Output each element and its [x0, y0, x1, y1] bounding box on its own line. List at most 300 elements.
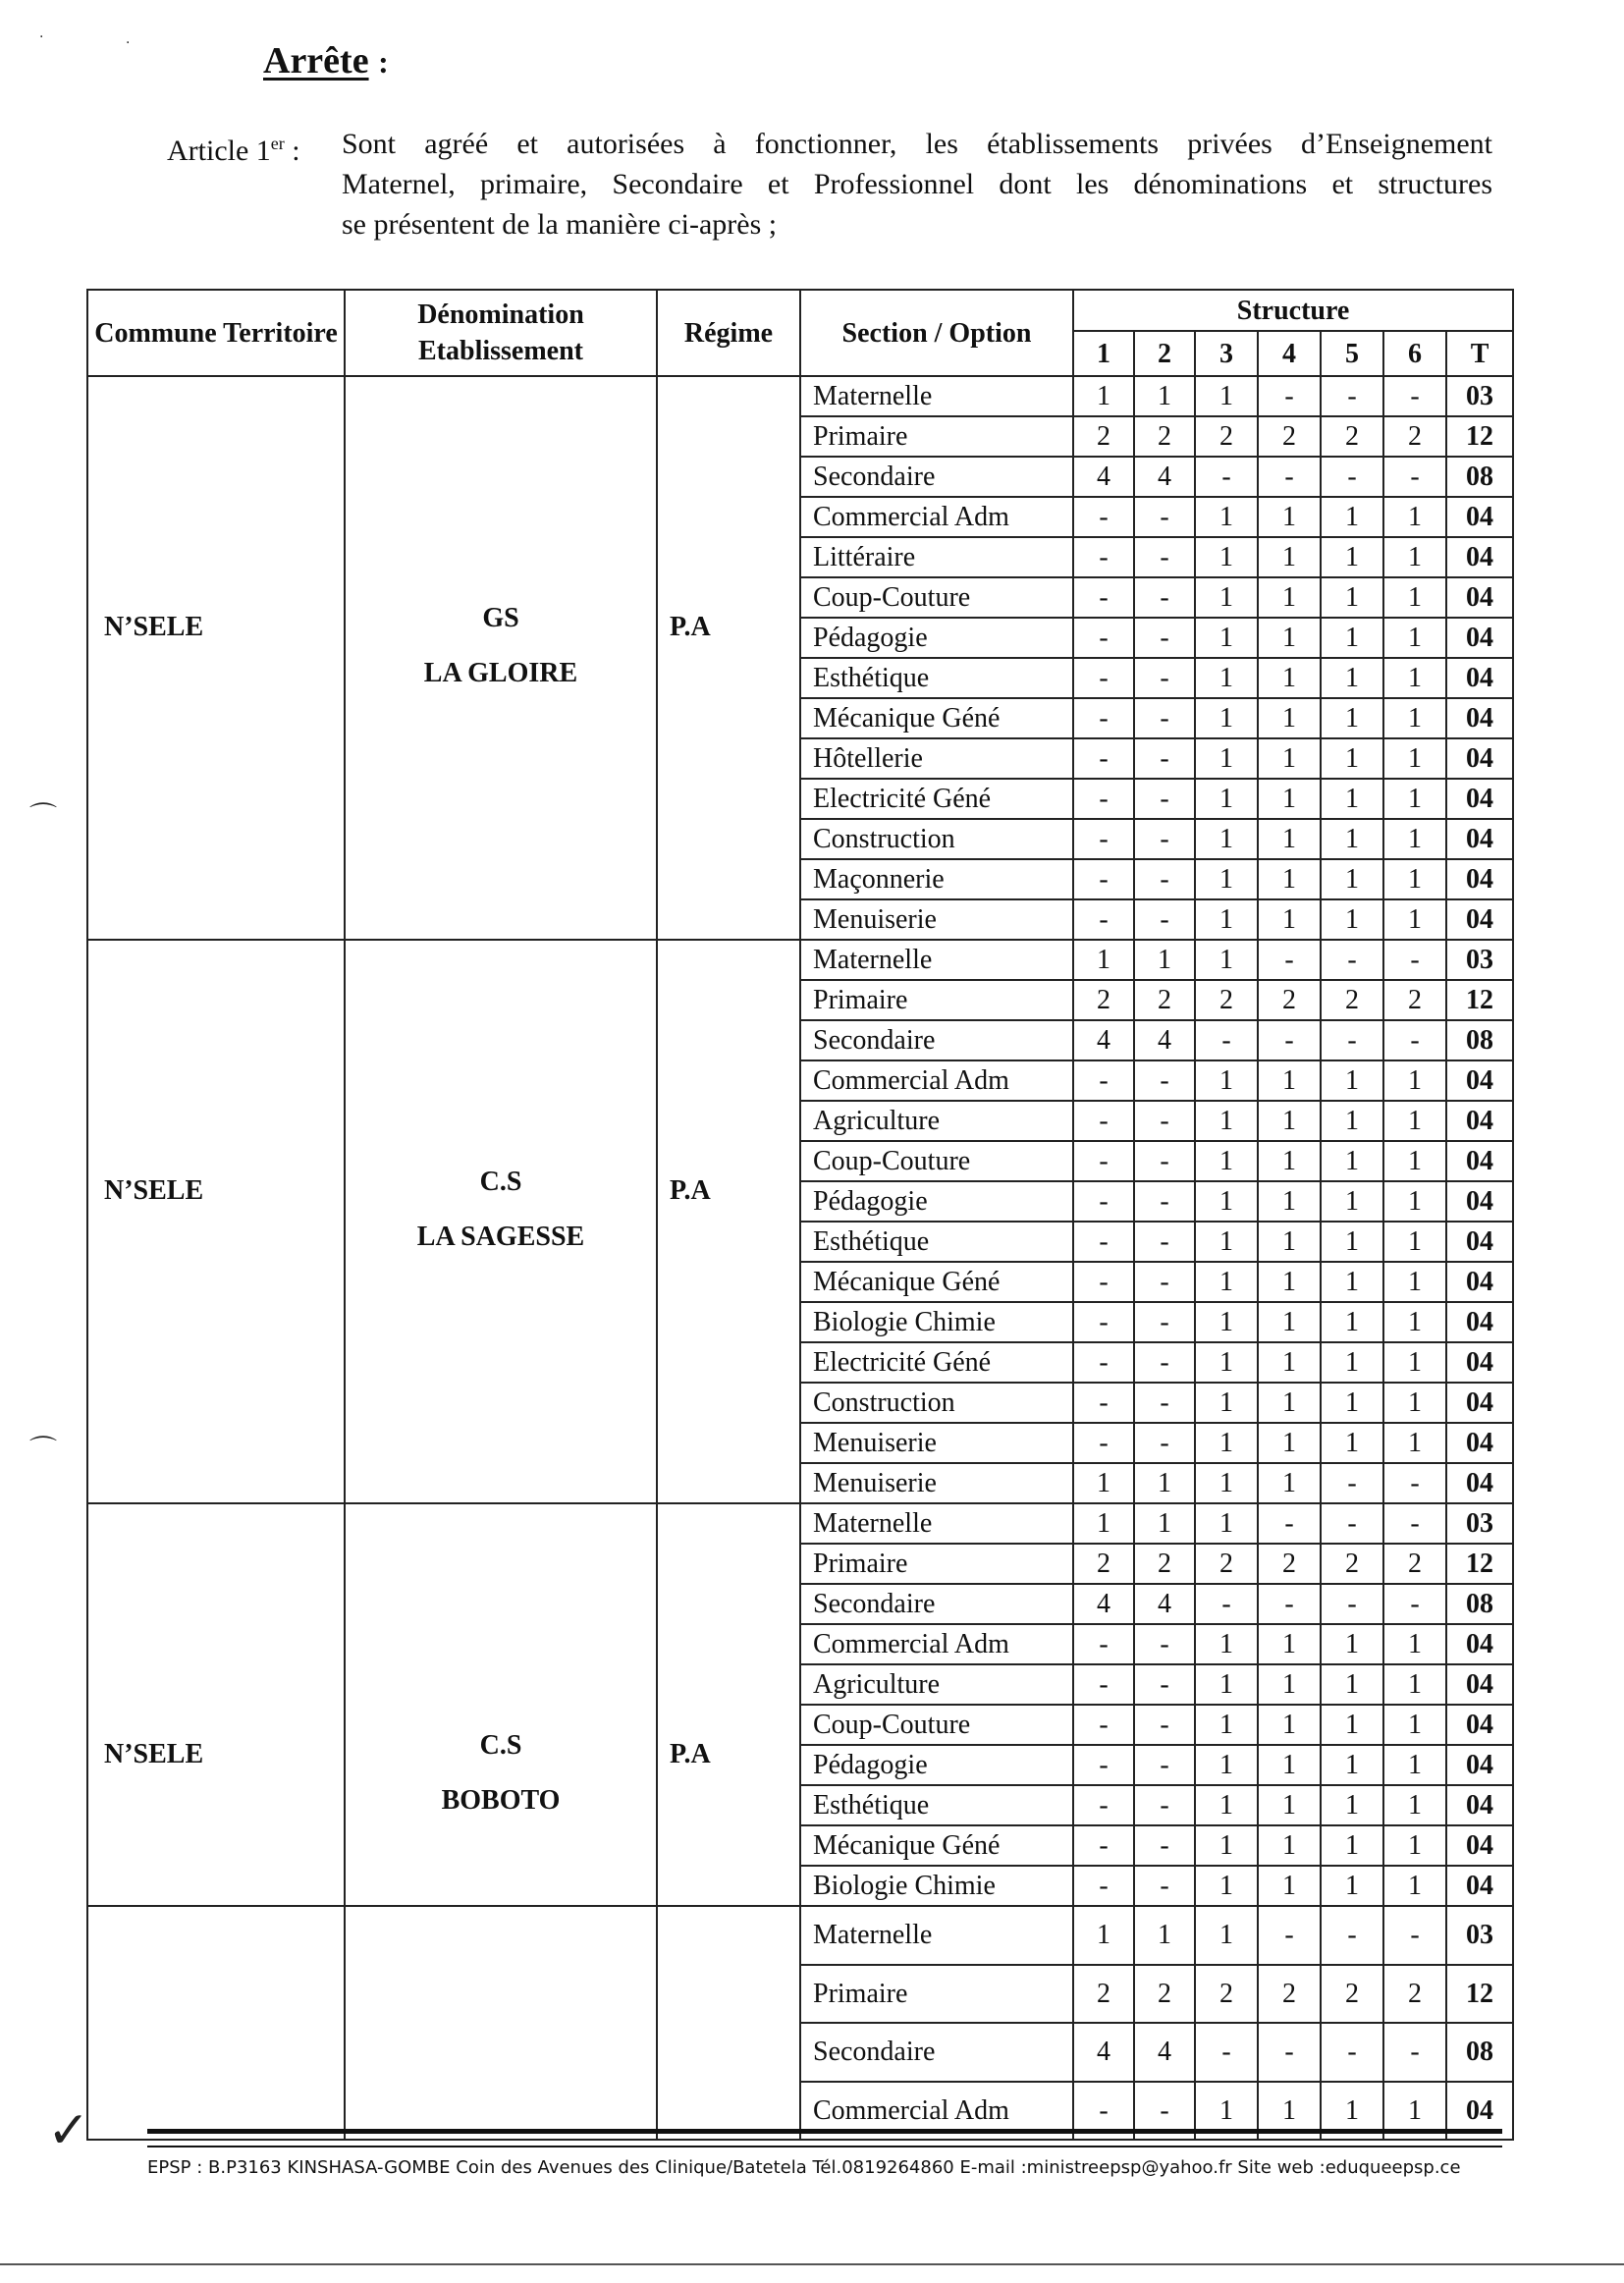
cell-structure: - [1134, 779, 1195, 819]
cell-structure: - [1134, 1302, 1195, 1342]
signature-mark: ✓ [47, 2101, 90, 2160]
cell-structure: 1 [1195, 1222, 1258, 1262]
cell-structure: 1 [1258, 1785, 1321, 1825]
cell-total: 12 [1446, 1965, 1513, 2024]
cell-structure: 1 [1383, 1745, 1446, 1785]
cell-structure: 1 [1321, 899, 1383, 940]
cell-structure: - [1073, 899, 1134, 940]
cell-structure: - [1134, 1825, 1195, 1866]
cell-structure: - [1073, 1342, 1134, 1383]
cell-structure: - [1134, 1866, 1195, 1906]
cell-total: 04 [1446, 1222, 1513, 1262]
cell-structure: - [1383, 940, 1446, 980]
cell-structure: 1 [1321, 1664, 1383, 1705]
cell-section: Secondaire [800, 457, 1073, 497]
title-word: Arrête [263, 40, 369, 82]
cell-structure: - [1134, 1705, 1195, 1745]
cell-section: Agriculture [800, 1664, 1073, 1705]
cell-section: Commercial Adm [800, 2082, 1073, 2141]
cell-structure: 1 [1383, 819, 1446, 859]
cell-structure: 2 [1073, 416, 1134, 457]
cell-total: 04 [1446, 577, 1513, 618]
table-row [87, 940, 1513, 980]
cell-structure: 1 [1258, 1825, 1321, 1866]
cell-structure: 2 [1258, 980, 1321, 1020]
header-col: 4 [1258, 331, 1321, 376]
cell-structure: 1 [1195, 1342, 1258, 1383]
article-sep: : [292, 135, 300, 167]
cell-total: 04 [1446, 1181, 1513, 1222]
cell-structure: 1 [1195, 1141, 1258, 1181]
cell-structure: 1 [1383, 1141, 1446, 1181]
cell-structure: - [1073, 859, 1134, 899]
cell-structure: 1 [1321, 1302, 1383, 1342]
cell-structure: 1 [1195, 1503, 1258, 1544]
scan-dot: · [39, 29, 44, 45]
cell-total: 04 [1446, 1664, 1513, 1705]
cell-total: 04 [1446, 1262, 1513, 1302]
cell-structure: 1 [1321, 1866, 1383, 1906]
cell-structure: 1 [1073, 1503, 1134, 1544]
cell-structure: 1 [1195, 1101, 1258, 1141]
cell-structure: 1 [1195, 1785, 1258, 1825]
cell-structure: 1 [1321, 1262, 1383, 1302]
cell-structure: - [1134, 1423, 1195, 1463]
cell-structure: 1 [1383, 577, 1446, 618]
cell-structure: - [1134, 819, 1195, 859]
cell-structure: 1 [1134, 1906, 1195, 1965]
cell-structure: 1 [1195, 899, 1258, 940]
cell-structure: - [1134, 618, 1195, 658]
cell-structure: 1 [1073, 376, 1134, 416]
cell-structure: - [1073, 1705, 1134, 1745]
cell-section: Mécanique Géné [800, 1825, 1073, 1866]
cell-structure: - [1073, 618, 1134, 658]
cell-structure: 1 [1321, 698, 1383, 738]
table-row [87, 1503, 1513, 1544]
cell-structure: 1 [1383, 1060, 1446, 1101]
cell-total: 04 [1446, 899, 1513, 940]
cell-section: Electricité Géné [800, 1342, 1073, 1383]
cell-structure: 1 [1321, 1342, 1383, 1383]
cell-total: 04 [1446, 497, 1513, 537]
table-body [87, 376, 1513, 2140]
cell-structure: 1 [1321, 1383, 1383, 1423]
cell-section: Electricité Géné [800, 779, 1073, 819]
cell-structure: 4 [1134, 457, 1195, 497]
cell-structure: 1 [1383, 1705, 1446, 1745]
cell-structure: 2 [1383, 1965, 1446, 2024]
cell-structure: 1 [1134, 376, 1195, 416]
cell-section: Maternelle [800, 1906, 1073, 1965]
cell-structure: 2 [1383, 980, 1446, 1020]
cell-structure: 1 [1383, 859, 1446, 899]
cell-structure: - [1134, 859, 1195, 899]
cell-structure: 1 [1195, 497, 1258, 537]
cell-structure: - [1134, 1181, 1195, 1222]
cell-structure: 2 [1258, 1965, 1321, 2024]
article-line: se présentent de la manière ci-après ; [342, 208, 778, 241]
cell-denomination [345, 940, 657, 1503]
cell-structure: - [1073, 698, 1134, 738]
cell-section: Menuiserie [800, 1463, 1073, 1503]
cell-structure: 1 [1258, 1624, 1321, 1664]
commune-text [88, 1907, 344, 2139]
cell-section: Menuiserie [800, 1423, 1073, 1463]
cell-structure: - [1258, 1906, 1321, 1965]
page-title [263, 39, 389, 82]
cell-total: 04 [1446, 1785, 1513, 1825]
cell-structure: 2 [1134, 1544, 1195, 1584]
cell-section: Secondaire [800, 1584, 1073, 1624]
cell-section: Pédagogie [800, 618, 1073, 658]
cell-structure: - [1321, 1503, 1383, 1544]
cell-total: 04 [1446, 1866, 1513, 1906]
cell-structure: 1 [1383, 738, 1446, 779]
cell-total: 08 [1446, 1020, 1513, 1060]
cell-structure: - [1073, 1101, 1134, 1141]
cell-structure: 1 [1383, 1302, 1446, 1342]
cell-structure: 2 [1195, 1544, 1258, 1584]
cell-structure: 1 [1195, 819, 1258, 859]
cell-section: Coup-Couture [800, 1705, 1073, 1745]
cell-structure: - [1134, 1262, 1195, 1302]
cell-structure: 1 [1195, 1463, 1258, 1503]
cell-structure: 1 [1195, 698, 1258, 738]
cell-structure: - [1073, 1745, 1134, 1785]
commune-text: N’SELE [104, 612, 204, 642]
cell-structure: 1 [1383, 1423, 1446, 1463]
cell-section: Esthétique [800, 658, 1073, 698]
cell-structure: 1 [1383, 2082, 1446, 2141]
cell-structure: 1 [1195, 1906, 1258, 1965]
article-lead [167, 124, 300, 171]
cell-structure: - [1383, 2023, 1446, 2082]
cell-structure: 2 [1258, 1544, 1321, 1584]
cell-structure: 1 [1258, 1141, 1321, 1181]
cell-section: Pédagogie [800, 1181, 1073, 1222]
cell-structure: 4 [1134, 1020, 1195, 1060]
cell-structure: 1 [1195, 1664, 1258, 1705]
cell-section: Coup-Couture [800, 577, 1073, 618]
cell-structure: 1 [1383, 537, 1446, 577]
article-label: Article 1 [167, 135, 271, 167]
cell-section: Esthétique [800, 1222, 1073, 1262]
cell-denomination [345, 1503, 657, 1906]
footer-rule [147, 2129, 1502, 2147]
cell-structure: 1 [1258, 1222, 1321, 1262]
cell-structure: - [1383, 1906, 1446, 1965]
cell-structure: 1 [1383, 1262, 1446, 1302]
cell-structure: 2 [1134, 1965, 1195, 2024]
cell-structure: - [1258, 940, 1321, 980]
cell-structure: 2 [1073, 1544, 1134, 1584]
regime-text: P.A [670, 1175, 711, 1206]
cell-structure: 2 [1383, 416, 1446, 457]
header-col: 1 [1073, 331, 1134, 376]
cell-structure: 1 [1073, 1906, 1134, 1965]
denomination-line-1: C.S [479, 1167, 522, 1197]
cell-structure: - [1134, 658, 1195, 698]
cell-structure: 2 [1321, 980, 1383, 1020]
cell-total: 04 [1446, 1423, 1513, 1463]
commune-text: N’SELE [104, 1739, 204, 1769]
cell-section: Esthétique [800, 1785, 1073, 1825]
cell-structure: - [1258, 457, 1321, 497]
cell-structure: 4 [1134, 2023, 1195, 2082]
cell-structure: - [1134, 1141, 1195, 1181]
cell-structure: - [1073, 1181, 1134, 1222]
cell-structure: 1 [1321, 497, 1383, 537]
cell-structure: 2 [1134, 416, 1195, 457]
cell-structure: - [1073, 1222, 1134, 1262]
cell-structure: 1 [1258, 779, 1321, 819]
cell-structure: 1 [1195, 1825, 1258, 1866]
scan-mark: ⌒ [29, 800, 58, 833]
cell-commune [87, 376, 345, 940]
cell-commune [87, 1503, 345, 1906]
cell-structure: 2 [1134, 980, 1195, 1020]
cell-structure: 1 [1383, 1101, 1446, 1141]
cell-structure: - [1195, 2023, 1258, 2082]
cell-structure: 1 [1073, 940, 1134, 980]
cell-structure: 1 [1195, 1624, 1258, 1664]
cell-structure: - [1073, 1262, 1134, 1302]
cell-total: 04 [1446, 2082, 1513, 2141]
cell-structure: 1 [1321, 2082, 1383, 2141]
cell-structure: 1 [1383, 1222, 1446, 1262]
cell-structure: 1 [1321, 1141, 1383, 1181]
cell-total: 03 [1446, 1503, 1513, 1544]
cell-structure: 1 [1258, 1745, 1321, 1785]
cell-structure: - [1134, 1101, 1195, 1141]
cell-structure: - [1073, 658, 1134, 698]
cell-structure: 2 [1195, 980, 1258, 1020]
cell-structure: - [1258, 1503, 1321, 1544]
cell-structure: 2 [1195, 1965, 1258, 2024]
cell-structure: 1 [1258, 497, 1321, 537]
cell-structure: 1 [1383, 779, 1446, 819]
cell-section: Biologie Chimie [800, 1302, 1073, 1342]
cell-structure: 1 [1321, 859, 1383, 899]
cell-structure: 1 [1258, 1866, 1321, 1906]
cell-total: 04 [1446, 1101, 1513, 1141]
cell-structure: 4 [1073, 457, 1134, 497]
cell-structure: 1 [1073, 1463, 1134, 1503]
cell-regime [657, 1906, 800, 2140]
cell-structure: 1 [1195, 779, 1258, 819]
cell-structure: - [1258, 2023, 1321, 2082]
cell-total: 04 [1446, 618, 1513, 658]
cell-structure: 2 [1258, 416, 1321, 457]
cell-structure: 1 [1321, 1745, 1383, 1785]
cell-total: 04 [1446, 1745, 1513, 1785]
cell-structure: 1 [1258, 2082, 1321, 2141]
cell-structure: - [1073, 1664, 1134, 1705]
cell-structure: 1 [1258, 1302, 1321, 1342]
cell-structure: - [1134, 1383, 1195, 1423]
cell-structure: - [1073, 1141, 1134, 1181]
cell-structure: 2 [1383, 1544, 1446, 1584]
header-structure: Structure [1073, 290, 1513, 331]
cell-section: Commercial Adm [800, 497, 1073, 537]
cell-structure: - [1134, 497, 1195, 537]
cell-structure: - [1073, 1383, 1134, 1423]
cell-structure: 1 [1258, 738, 1321, 779]
cell-structure: - [1073, 779, 1134, 819]
cell-structure: 1 [1258, 1664, 1321, 1705]
cell-section: Commercial Adm [800, 1624, 1073, 1664]
denomination-line-1: GS [482, 603, 519, 633]
cell-structure: - [1134, 1785, 1195, 1825]
cell-structure: - [1073, 738, 1134, 779]
cell-structure: 1 [1195, 376, 1258, 416]
cell-structure: 1 [1258, 618, 1321, 658]
cell-structure: - [1134, 1745, 1195, 1785]
cell-structure: - [1134, 1624, 1195, 1664]
cell-regime [657, 940, 800, 1503]
cell-total: 03 [1446, 940, 1513, 980]
cell-structure: 1 [1383, 1624, 1446, 1664]
regime-text: P.A [670, 1739, 711, 1769]
cell-structure: - [1134, 899, 1195, 940]
cell-section: Pédagogie [800, 1745, 1073, 1785]
cell-structure: - [1321, 940, 1383, 980]
establishments-table [86, 289, 1514, 2141]
article-line: Sont agréé et autorisées à fonctionner, les établissements privées d’Enseignement [342, 128, 1492, 160]
header-regime: Régime [657, 290, 800, 376]
cell-structure: 1 [1321, 618, 1383, 658]
cell-structure: - [1073, 1825, 1134, 1866]
table-row [87, 1906, 1513, 1965]
cell-section: Coup-Couture [800, 1141, 1073, 1181]
cell-total: 04 [1446, 819, 1513, 859]
cell-structure: 1 [1195, 2082, 1258, 2141]
header-denomination: Dénomination Etablissement [345, 290, 657, 376]
cell-total: 03 [1446, 1906, 1513, 1965]
cell-structure: - [1073, 819, 1134, 859]
cell-structure: 1 [1383, 1383, 1446, 1423]
header-col-total: T [1446, 331, 1513, 376]
cell-structure: - [1321, 1906, 1383, 1965]
denomination-line-2: BOBOTO [441, 1785, 561, 1816]
cell-structure: - [1134, 698, 1195, 738]
cell-total: 04 [1446, 537, 1513, 577]
denomination-line-1: C.S [479, 1730, 522, 1761]
footer-address: EPSP : B.P3163 KINSHASA-GOMBE Coin des Avenues des Clinique/Batetela Tél.0819264860 E-mail :ministreepsp@yahoo.fr Site web :eduqueepsp.ce [147, 2157, 1461, 2178]
cell-structure: 1 [1195, 577, 1258, 618]
cell-structure: - [1073, 1423, 1134, 1463]
cell-section: Primaire [800, 1544, 1073, 1584]
cell-structure: 2 [1321, 416, 1383, 457]
cell-structure: - [1073, 1624, 1134, 1664]
cell-structure: - [1073, 1785, 1134, 1825]
article-line: Maternel, primaire, Secondaire et Professionnel dont les dénominations et structures [342, 168, 1492, 200]
cell-structure: 1 [1258, 698, 1321, 738]
cell-section: Mécanique Géné [800, 698, 1073, 738]
cell-section: Biologie Chimie [800, 1866, 1073, 1906]
cell-section: Secondaire [800, 2023, 1073, 2082]
denomination-text [346, 377, 656, 701]
header-commune: Commune Territoire [87, 290, 345, 376]
cell-structure: 1 [1321, 1705, 1383, 1745]
cell-structure: - [1383, 1584, 1446, 1624]
cell-structure: 1 [1321, 1060, 1383, 1101]
cell-total: 04 [1446, 1825, 1513, 1866]
cell-total: 04 [1446, 779, 1513, 819]
cell-section: Construction [800, 819, 1073, 859]
cell-total: 04 [1446, 1302, 1513, 1342]
cell-total: 04 [1446, 738, 1513, 779]
cell-total: 04 [1446, 1624, 1513, 1664]
cell-regime [657, 1503, 800, 1906]
cell-structure: 1 [1383, 1825, 1446, 1866]
scan-dot: · [126, 35, 131, 51]
cell-structure: - [1134, 1342, 1195, 1383]
cell-structure: 2 [1321, 1544, 1383, 1584]
cell-structure: - [1195, 1584, 1258, 1624]
cell-section: Primaire [800, 1965, 1073, 2024]
cell-structure: 1 [1383, 1866, 1446, 1906]
cell-structure: 1 [1258, 1705, 1321, 1745]
cell-structure: 1 [1383, 497, 1446, 537]
scan-mark: ⌒ [29, 1434, 58, 1466]
cell-structure: - [1134, 2082, 1195, 2141]
cell-structure: 1 [1258, 1463, 1321, 1503]
cell-structure: 1 [1258, 819, 1321, 859]
cell-structure: - [1258, 376, 1321, 416]
cell-total: 08 [1446, 2023, 1513, 2082]
cell-total: 03 [1446, 376, 1513, 416]
cell-total: 04 [1446, 1141, 1513, 1181]
cell-structure: 4 [1073, 1584, 1134, 1624]
cell-total: 12 [1446, 1544, 1513, 1584]
cell-structure: 1 [1134, 1463, 1195, 1503]
cell-section: Maçonnerie [800, 859, 1073, 899]
cell-structure: - [1073, 577, 1134, 618]
cell-structure: 1 [1195, 1060, 1258, 1101]
commune-text: N’SELE [104, 1175, 204, 1206]
header-col: 5 [1321, 331, 1383, 376]
cell-structure: 1 [1258, 859, 1321, 899]
cell-structure: - [1073, 497, 1134, 537]
cell-structure: 1 [1321, 658, 1383, 698]
cell-structure: 4 [1073, 2023, 1134, 2082]
cell-section: Primaire [800, 980, 1073, 1020]
cell-structure: 1 [1321, 738, 1383, 779]
cell-structure: 1 [1195, 1181, 1258, 1222]
cell-structure: 1 [1258, 899, 1321, 940]
cell-total: 04 [1446, 698, 1513, 738]
cell-denomination [345, 376, 657, 940]
cell-total: 04 [1446, 1060, 1513, 1101]
cell-section: Maternelle [800, 940, 1073, 980]
cell-commune [87, 940, 345, 1503]
denomination-text [346, 941, 656, 1265]
cell-structure: 1 [1258, 1181, 1321, 1222]
cell-structure: 1 [1321, 819, 1383, 859]
cell-structure: 1 [1383, 618, 1446, 658]
cell-section: Commercial Adm [800, 1060, 1073, 1101]
cell-structure: 1 [1321, 1101, 1383, 1141]
cell-structure: 1 [1321, 1785, 1383, 1825]
scan-edge [0, 2263, 1624, 2265]
cell-structure: 1 [1195, 738, 1258, 779]
cell-structure: - [1321, 1463, 1383, 1503]
cell-section: Mécanique Géné [800, 1262, 1073, 1302]
cell-total: 08 [1446, 457, 1513, 497]
cell-structure: 1 [1383, 899, 1446, 940]
